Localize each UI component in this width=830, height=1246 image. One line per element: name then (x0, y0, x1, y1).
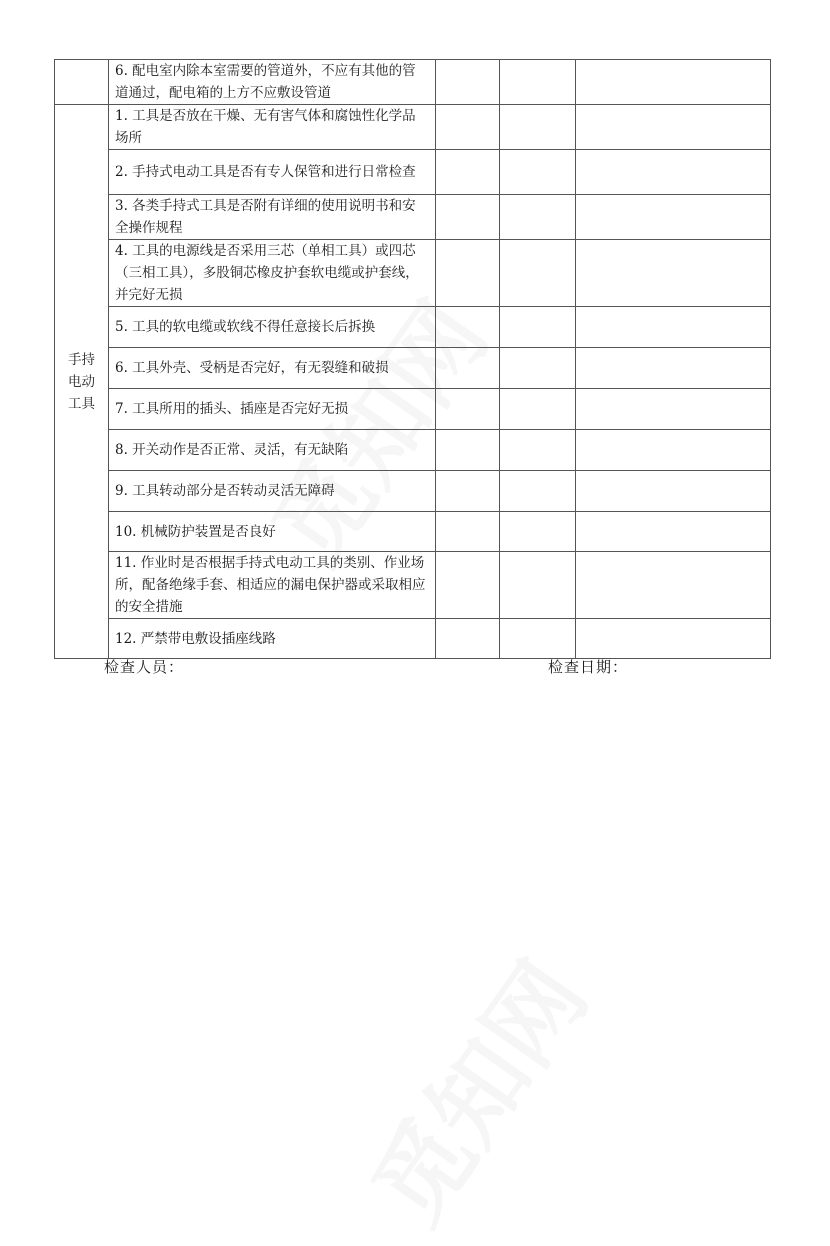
watermark-bottom (335, 931, 612, 1245)
problem-cell (500, 60, 576, 105)
remark-cell (576, 195, 771, 240)
check-item: 1. 工具是否放在干燥、无有害气体和腐蚀性化学品场所 (109, 105, 436, 150)
table-row (55, 389, 771, 430)
result-cell (436, 60, 500, 105)
category-cell (55, 105, 109, 659)
problem-cell (500, 619, 576, 659)
result-cell (436, 619, 500, 659)
problem-cell (500, 307, 576, 348)
problem-cell (500, 240, 576, 307)
result-cell (436, 389, 500, 430)
result-cell (436, 471, 500, 512)
result-cell (436, 307, 500, 348)
check-item: 8. 开关动作是否正常、灵活，有无缺陷 (109, 430, 436, 471)
check-item: 5. 工具的软电缆或软线不得任意接长后拆换 (109, 307, 436, 348)
check-item: 6. 配电室内除本室需要的管道外，不应有其他的管道通过，配电箱的上方不应敷设管道 (109, 60, 436, 105)
problem-cell (500, 471, 576, 512)
problem-cell (500, 348, 576, 389)
remark-cell (576, 150, 771, 195)
category-label: 手持电动工具 (68, 351, 95, 412)
check-item: 10. 机械防护装置是否良好 (109, 512, 436, 552)
remark-cell (576, 552, 771, 619)
remark-cell (576, 389, 771, 430)
inspection-date-label: 检查日期： (548, 658, 629, 676)
table-row (55, 430, 771, 471)
remark-cell (576, 60, 771, 105)
table-row (55, 348, 771, 389)
table-row (55, 307, 771, 348)
check-item: 4. 工具的电源线是否采用三芯（单相工具）或四芯（三相工具），多股铜芯橡皮护套软电缆或护套线，并完好无损 (109, 240, 436, 307)
table-row (55, 471, 771, 512)
table-row (55, 512, 771, 552)
remark-cell (576, 240, 771, 307)
check-item: 9. 工具转动部分是否转动灵活无障碍 (109, 471, 436, 512)
result-cell (436, 240, 500, 307)
table-row (55, 60, 771, 105)
inspection-checklist-table (54, 59, 771, 659)
problem-cell (500, 150, 576, 195)
remark-cell (576, 105, 771, 150)
category-cell-prev (55, 60, 109, 105)
problem-cell (500, 430, 576, 471)
check-item: 6. 工具外壳、受柄是否完好，有无裂缝和破损 (109, 348, 436, 389)
table-row (55, 195, 771, 240)
result-cell (436, 430, 500, 471)
remark-cell (576, 307, 771, 348)
result-cell (436, 105, 500, 150)
table-row (55, 150, 771, 195)
result-cell (436, 150, 500, 195)
problem-cell (500, 552, 576, 619)
check-item: 2. 手持式电动工具是否有专人保管和进行日常检查 (109, 150, 436, 195)
result-cell (436, 552, 500, 619)
check-item: 3. 各类手持式工具是否附有详细的使用说明书和安全操作规程 (109, 195, 436, 240)
remark-cell (576, 512, 771, 552)
remark-cell (576, 348, 771, 389)
table-row (55, 105, 771, 150)
table-row (55, 619, 771, 659)
check-item: 7. 工具所用的插头、插座是否完好无损 (109, 389, 436, 430)
table-row (55, 552, 771, 619)
table-row (55, 240, 771, 307)
inspector-label: 检查人员： (104, 658, 185, 676)
check-item: 11. 作业时是否根据手持式电动工具的类别、作业场所，配备绝缘手套、相适应的漏电保护器或采取相应的安全措施 (109, 552, 436, 619)
result-cell (436, 348, 500, 389)
remark-cell (576, 430, 771, 471)
problem-cell (500, 105, 576, 150)
result-cell (436, 195, 500, 240)
remark-cell (576, 471, 771, 512)
check-item: 12. 严禁带电敷设插座线路 (109, 619, 436, 659)
problem-cell (500, 195, 576, 240)
remark-cell (576, 619, 771, 659)
result-cell (436, 512, 500, 552)
problem-cell (500, 512, 576, 552)
problem-cell (500, 389, 576, 430)
